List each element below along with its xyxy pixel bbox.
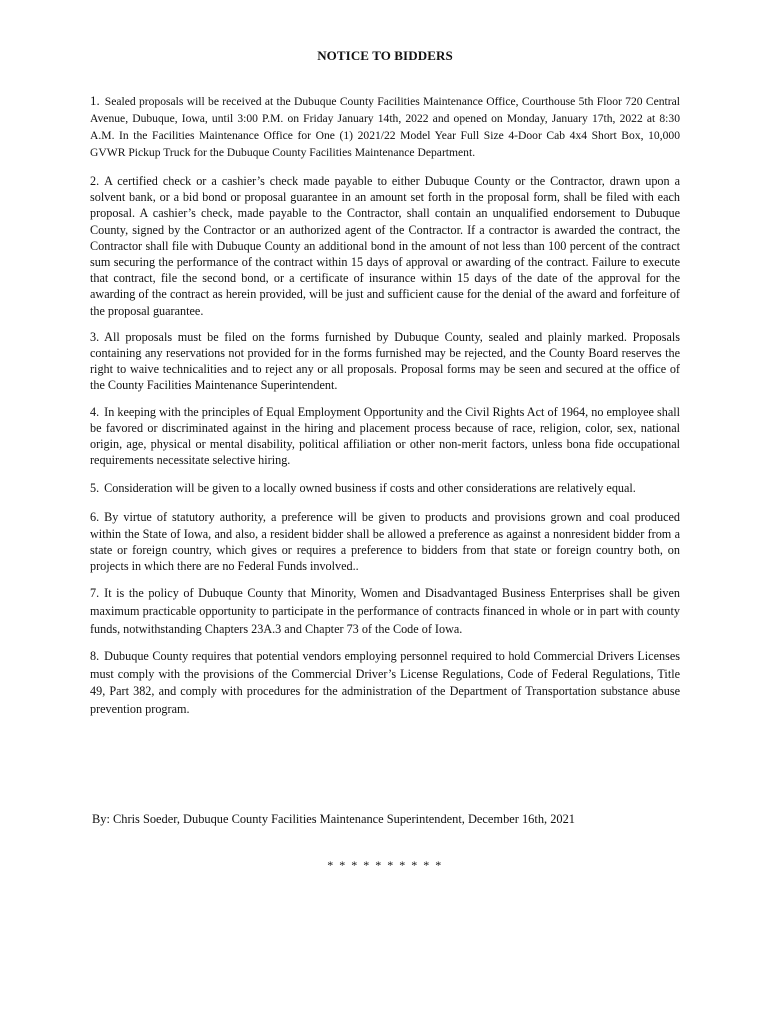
paragraph-text: It is the policy of Dubuque County that Minority, Women and Disadvantaged Business Enterprises shall be given maximum practicable opportunity to participate in the performance of contracts financed in whole or in part with county funds, notwithstanding Chapters 23A.3 and Chapter 73 of the Code of Iowa. — [90, 586, 680, 637]
end-marker: * * * * * * * * * * — [327, 858, 443, 872]
paragraph-number: 2. — [90, 174, 100, 188]
paragraph-7 — [90, 584, 680, 638]
paragraph-number: 4. — [90, 404, 100, 419]
paragraph-text: Consideration will be given to a locally owned business if costs and other considerations are relatively equal. — [104, 481, 636, 496]
paragraph-text: A certified check or a cashier’s check made payable to either Dubuque County or the Contractor, drawn upon a solvent bank, or a bid bond or proposal guarantee in an amount set forth in the proposal form, shall be filed with each proposal. A cashier’s check, made payable to the Contractor, shall contain an unqualified endorsement to Dubuque County, signed by the Contractor or an authorized agent of the Contractor. If a contractor is awarded the contract, the Contractor shall file with Dubuque County an additional bond in the amount of not less than 100 percent of the contract sum securing the performance of the contract within 15 days of approval or awarding of the contract. Failure to execute that contract, file the second bond, or a certificate of insurance within 15 days of the date of the approval for the awarding of the contract as herein provided, will be just and sufficient cause for the denial of the award and forfeiture of the proposal guarantee. — [90, 174, 680, 318]
paragraph-5 — [90, 478, 680, 499]
paragraph-number: 8. — [90, 649, 100, 664]
paragraph-number: 7. — [90, 586, 100, 601]
signature-line: By: Chris Soeder, Dubuque County Facilities Maintenance Superintendent, December 16th, 2021 — [92, 812, 575, 826]
paragraph-number: 3. — [90, 329, 100, 344]
paragraph-6 — [90, 509, 680, 574]
paragraph-text: Sealed proposals will be received at the Dubuque County Facilities Maintenance Office, Courthouse 5th Floor 720 Central Avenue, Dubuque, Iowa, until 3:00 P.M. on Friday January 14th, 2022 and opened on Monday, January 17th, 2022 at 8:30 A.M. In the Facilities Maintenance Office for One (1) 2021/22 Model Year Full Size 4-Door Cab 4x4 Short Box, 10,000 GVWR Pickup Truck for the Dubuque County Facilities Maintenance Department. — [90, 95, 680, 159]
paragraph-3 — [90, 329, 680, 394]
paragraph-2 — [90, 173, 680, 319]
paragraph-text: All proposals must be filed on the forms furnished by Dubuque County, sealed and plainly marked. Proposals containing any reservations not provided for in the forms furnished may be rejected, and the County Board reserves the right to waive technicalities and to reject any or all proposals. Proposal forms may be seen and secured at the office of the County Facilities Maintenance Superintendent. — [90, 329, 680, 393]
paragraph-text: By virtue of statutory authority, a preference will be given to products and provisions grown and coal produced within the State of Iowa, and also, a resident bidder shall be allowed a preference as against a nonresident bidder from a state or foreign country, which gives or requires a preference to bidders from that state or foreign country both, on projects in which there are no Federal Funds involved.. — [90, 510, 680, 574]
paragraph-4 — [90, 404, 680, 469]
paragraph-text: In keeping with the principles of Equal Employment Opportunity and the Civil Rights Act of 1964, no employee shall be favored or discriminated against in the hiring and placement process because of race, religion, color, sex, national origin, age, physical or mental disability, political affiliation or other non-merit factors, unless bona fide occupational requirements necessitate selective hiring. — [90, 404, 680, 468]
document-title: NOTICE TO BIDDERS — [317, 48, 453, 63]
paragraph-text: Dubuque County requires that potential vendors employing personnel required to hold Commercial Drivers Licenses must comply with the provisions of the Commercial Driver’s License Regulations, Code of Federal Regulations, Title 49, Part 382, and comply with procedures for the administration of the Department of Transportation substance abuse prevention program. — [90, 649, 680, 716]
paragraph-number: 6. — [90, 510, 100, 525]
paragraph-1 — [90, 92, 680, 161]
paragraph-number: 1. — [90, 93, 100, 108]
document-body — [90, 92, 680, 728]
paragraph-8 — [90, 648, 680, 718]
paragraph-number: 5. — [90, 481, 100, 496]
